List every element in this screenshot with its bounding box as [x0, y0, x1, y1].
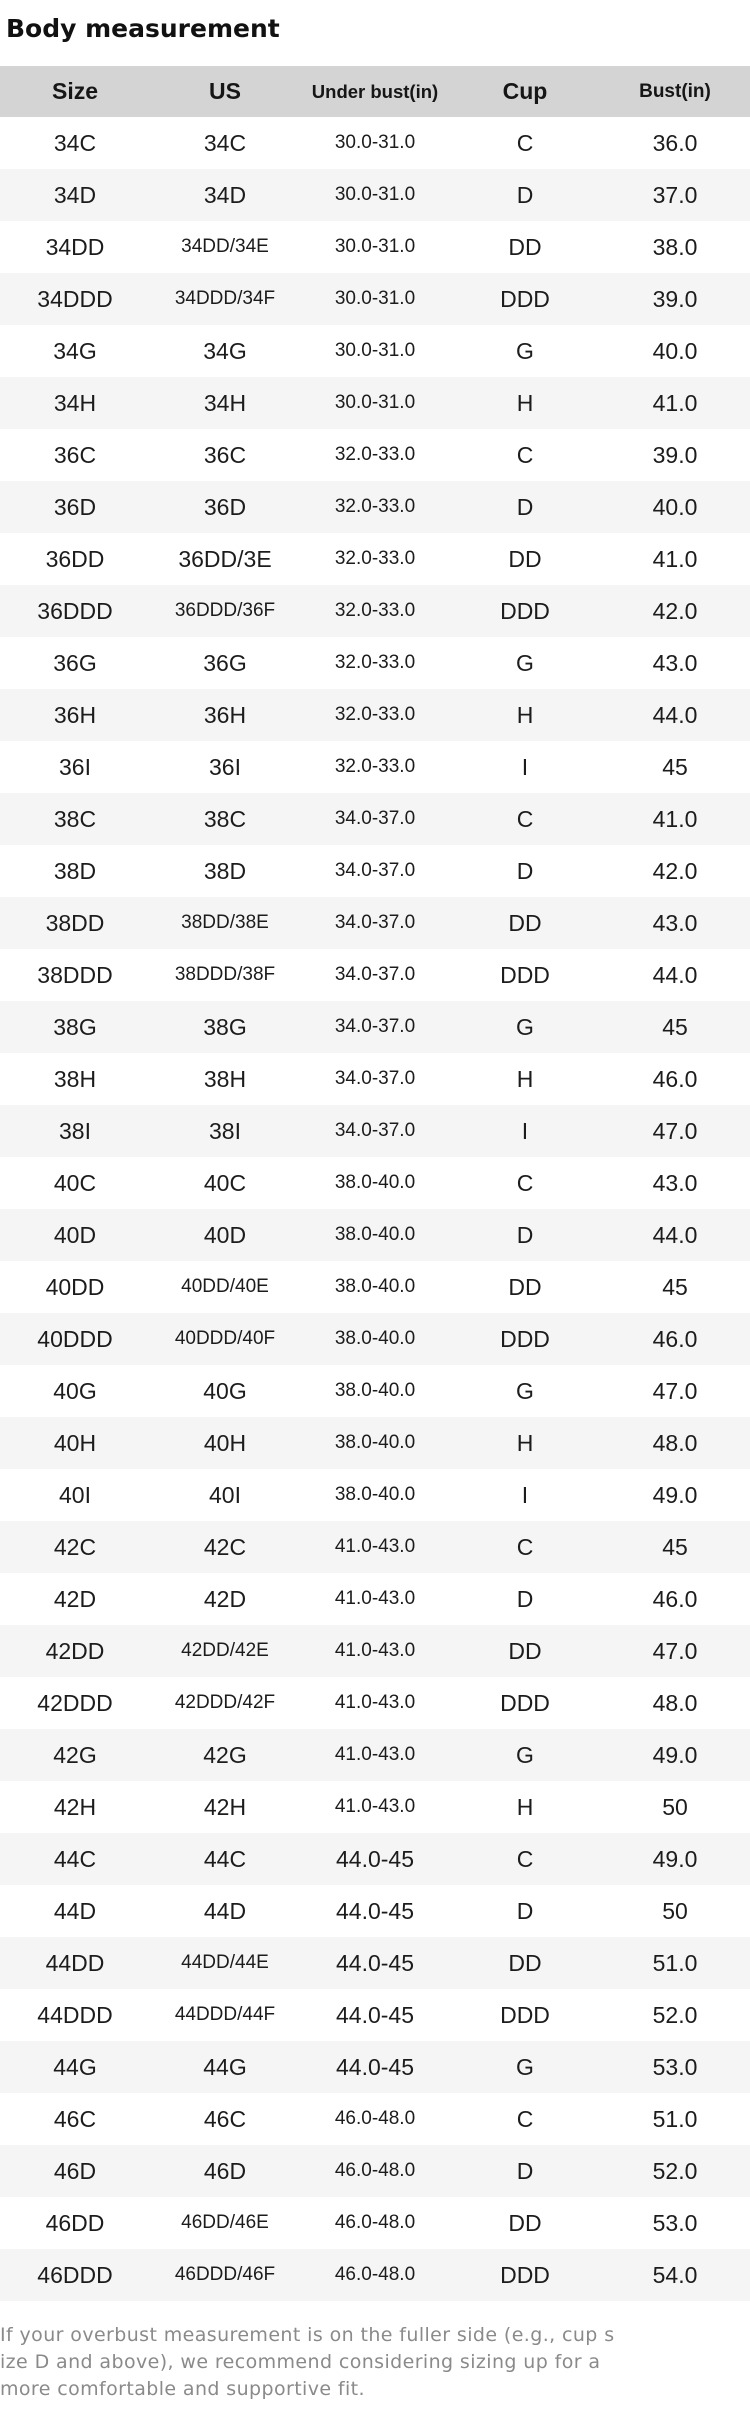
cell-cup: D [516, 1585, 534, 1612]
table-row [0, 221, 750, 273]
cell-size: 44D [53, 1897, 97, 1924]
cell-bust: 40.0 [600, 481, 750, 533]
cell-us: 38G [150, 1001, 300, 1053]
table-row [0, 1365, 750, 1417]
cell-bust: 46.0 [652, 1065, 698, 1092]
cell-under-bust: 30.0-31.0 [334, 340, 416, 361]
cell-cup: I [521, 753, 529, 780]
cell-under-bust: 41.0-43.0 [300, 1625, 450, 1677]
cell-cup: G [450, 1729, 600, 1781]
cell-cup: D [450, 2145, 600, 2197]
cell-size: 46DDD [0, 2249, 150, 2301]
cell-under-bust: 44.0-45 [300, 1833, 450, 1885]
cell-size: 46DD [45, 2209, 105, 2236]
cell-bust: 39.0 [600, 273, 750, 325]
cell-bust: 36.0 [652, 129, 698, 156]
cell-us: 42C [150, 1521, 300, 1573]
table-row [0, 2041, 750, 2093]
cell-cup: C [516, 129, 534, 156]
cell-size: 38C [0, 793, 150, 845]
cell-size: 34DD [45, 233, 105, 260]
table-row [0, 793, 750, 845]
cell-cup: G [450, 1001, 600, 1053]
cell-cup: G [516, 649, 534, 676]
cell-cup: C [450, 1521, 600, 1573]
cell-cup: DDD [450, 585, 600, 637]
cell-bust: 51.0 [600, 1937, 750, 1989]
cell-bust: 44.0 [600, 1209, 750, 1261]
cell-under-bust: 41.0-43.0 [334, 1796, 416, 1817]
cell-us: 46C [203, 2105, 247, 2132]
cell-cup: DD [508, 545, 542, 572]
cell-size: 44DDD [37, 2001, 113, 2028]
cell-cup: DDD [500, 961, 550, 988]
table-row [0, 1053, 750, 1105]
cell-size: 42C [0, 1521, 150, 1573]
cell-cup: DD [450, 897, 600, 949]
cell-bust: 40.0 [652, 337, 698, 364]
cell-bust: 43.0 [652, 649, 698, 676]
cell-under-bust: 32.0-33.0 [334, 548, 416, 569]
cell-size: 42D [53, 1585, 97, 1612]
cell-bust: 38.0 [652, 233, 698, 260]
cell-under-bust: 46.0-48.0 [334, 2212, 416, 2233]
cell-under-bust: 34.0-37.0 [300, 1001, 450, 1053]
cell-size: 40H [0, 1417, 150, 1469]
cell-us: 38C [150, 793, 300, 845]
size-table-body [0, 117, 750, 2301]
cell-under-bust: 46.0-48.0 [300, 2145, 450, 2197]
fit-note-line: ize D and above), we recommend considering sizing up for a [0, 2351, 601, 2373]
cell-under-bust: 34.0-37.0 [334, 964, 416, 985]
cell-cup: DD [508, 1273, 542, 1300]
cell-cup: DD [450, 1625, 600, 1677]
table-row [0, 1469, 750, 1521]
cell-cup: DDD [500, 2001, 550, 2028]
cell-size: 36DD [45, 545, 105, 572]
body-measurement-table [0, 66, 750, 2301]
cell-bust: 37.0 [600, 169, 750, 221]
cell-bust: 52.0 [600, 2145, 750, 2197]
cell-size: 38H [53, 1065, 97, 1092]
cell-bust: 53.0 [600, 2041, 750, 2093]
table-row [0, 169, 750, 221]
cell-us: 44D [203, 1897, 247, 1924]
cell-size: 36D [0, 481, 150, 533]
cell-bust: 49.0 [600, 1833, 750, 1885]
cell-us: 40D [150, 1209, 300, 1261]
cell-size: 40G [53, 1377, 97, 1404]
table-row [0, 1729, 750, 1781]
cell-cup: C [516, 2105, 534, 2132]
cell-cup: D [516, 857, 534, 884]
cell-bust: 45 [662, 1273, 688, 1300]
cell-us: 36DDD/36F [150, 585, 300, 637]
cell-under-bust: 38.0-40.0 [300, 1417, 450, 1469]
cell-cup: H [450, 377, 600, 429]
cell-bust: 43.0 [652, 1169, 698, 1196]
cell-cup: G [450, 2041, 600, 2093]
table-row [0, 1625, 750, 1677]
cell-size: 38I [0, 1105, 150, 1157]
cell-us: 38H [203, 1065, 247, 1092]
cell-us: 34DD/34E [181, 236, 269, 257]
cell-under-bust: 30.0-31.0 [300, 377, 450, 429]
cell-size: 44G [0, 2041, 150, 2093]
cell-under-bust: 30.0-31.0 [334, 236, 416, 257]
cell-cup: DD [450, 1937, 600, 1989]
cell-under-bust: 32.0-33.0 [334, 652, 416, 673]
cell-bust: 50 [662, 1793, 688, 1820]
table-row [0, 741, 750, 793]
cell-bust: 47.0 [600, 1625, 750, 1677]
cell-under-bust: 38.0-40.0 [334, 1484, 416, 1505]
cell-under-bust: 30.0-31.0 [334, 132, 416, 153]
cell-size: 38DD [0, 897, 150, 949]
cell-size: 40DD [45, 1273, 105, 1300]
cell-bust: 52.0 [652, 2001, 698, 2028]
cell-us: 44G [150, 2041, 300, 2093]
cell-us: 46DDD/46F [150, 2249, 300, 2301]
cell-bust: 54.0 [600, 2249, 750, 2301]
cell-size: 36H [0, 689, 150, 741]
cell-under-bust: 46.0-48.0 [334, 2108, 416, 2129]
cell-size: 36G [53, 649, 97, 676]
cell-cup: D [516, 1897, 534, 1924]
cell-bust: 41.0 [652, 545, 698, 572]
cell-bust: 39.0 [652, 441, 698, 468]
cell-size: 40DDD [0, 1313, 150, 1365]
cell-cup: G [516, 1377, 534, 1404]
fit-note-line: If your overbust measurement is on the fuller side (e.g., cup s [0, 2324, 615, 2346]
cell-us: 44DD/44E [150, 1937, 300, 1989]
cell-size: 42DD [0, 1625, 150, 1677]
cell-size: 44C [0, 1833, 150, 1885]
table-row [0, 1521, 750, 1573]
cell-bust: 50 [662, 1897, 688, 1924]
fit-note-line: more comfortable and supportive fit. [0, 2378, 365, 2400]
cell-bust: 45 [600, 1521, 750, 1573]
cell-cup: DD [508, 233, 542, 260]
table-header [0, 66, 750, 117]
cell-bust: 45 [600, 1001, 750, 1053]
cell-under-bust: 44.0-45 [335, 2001, 414, 2028]
cell-us: 36C [203, 441, 247, 468]
cell-us: 38D [203, 857, 247, 884]
table-row [0, 897, 750, 949]
table-row [0, 117, 750, 169]
table-row [0, 1833, 750, 1885]
cell-size: 46C [53, 2105, 97, 2132]
cell-cup: DDD [450, 273, 600, 325]
cell-size: 34D [0, 169, 150, 221]
cell-us: 38DDD/38F [174, 964, 276, 985]
cell-size: 34G [53, 337, 97, 364]
cell-size: 40D [0, 1209, 150, 1261]
cell-under-bust: 41.0-43.0 [334, 1692, 416, 1713]
cell-under-bust: 44.0-45 [300, 1937, 450, 1989]
cell-us: 36G [203, 649, 247, 676]
cell-cup: D [450, 481, 600, 533]
table-row [0, 845, 750, 897]
cell-bust: 53.0 [652, 2209, 698, 2236]
cell-us: 44C [150, 1833, 300, 1885]
cell-us: 44DDD/44F [174, 2004, 276, 2025]
table-row [0, 949, 750, 1001]
cell-under-bust: 46.0-48.0 [300, 2249, 450, 2301]
table-row [0, 689, 750, 741]
cell-us: 36I [209, 753, 241, 780]
cell-size: 42H [53, 1793, 97, 1820]
cell-cup: D [450, 169, 600, 221]
cell-cup: C [516, 441, 534, 468]
table-header-row [0, 66, 750, 117]
cell-cup: C [516, 1169, 534, 1196]
column-header-under-bust: Under bust(in) [300, 66, 450, 117]
cell-bust: 44.0 [600, 689, 750, 741]
cell-us: 46D [150, 2145, 300, 2197]
table-row [0, 585, 750, 637]
cell-bust: 42.0 [600, 585, 750, 637]
cell-us: 42DD/42E [150, 1625, 300, 1677]
cell-size: 46D [0, 2145, 150, 2197]
cell-under-bust: 32.0-33.0 [334, 756, 416, 777]
cell-us: 40C [203, 1169, 247, 1196]
cell-size: 34DDD [0, 273, 150, 325]
cell-us: 42G [150, 1729, 300, 1781]
cell-cup: H [516, 1793, 534, 1820]
cell-size: 38G [0, 1001, 150, 1053]
cell-size: 42DDD [37, 1689, 113, 1716]
page-title: Body measurement [6, 14, 280, 43]
cell-cup: DDD [450, 1313, 600, 1365]
cell-us: 38DD/38E [150, 897, 300, 949]
cell-cup: C [450, 793, 600, 845]
table-row [0, 1989, 750, 2041]
cell-under-bust: 32.0-33.0 [334, 444, 416, 465]
cell-size: 44DD [0, 1937, 150, 1989]
table-row [0, 2145, 750, 2197]
cell-us: 42D [203, 1585, 247, 1612]
table-row [0, 1105, 750, 1157]
column-header-size: Size [0, 66, 150, 117]
table-row [0, 1573, 750, 1625]
cell-under-bust: 38.0-40.0 [300, 1313, 450, 1365]
cell-us: 34D [150, 169, 300, 221]
table-row [0, 429, 750, 481]
cell-cup: I [521, 1481, 529, 1508]
cell-under-bust: 38.0-40.0 [334, 1276, 416, 1297]
cell-under-bust: 38.0-40.0 [334, 1172, 416, 1193]
cell-under-bust: 30.0-31.0 [300, 273, 450, 325]
cell-us: 40DDD/40F [150, 1313, 300, 1365]
cell-us: 34DDD/34F [150, 273, 300, 325]
table-row [0, 533, 750, 585]
cell-bust: 48.0 [652, 1689, 698, 1716]
table-row [0, 1417, 750, 1469]
cell-size: 42G [0, 1729, 150, 1781]
cell-us: 40H [150, 1417, 300, 1469]
cell-bust: 46.0 [652, 1585, 698, 1612]
cell-us: 36D [150, 481, 300, 533]
cell-size: 38DDD [37, 961, 113, 988]
table-row [0, 2249, 750, 2301]
cell-size: 34H [0, 377, 150, 429]
cell-size: 40I [59, 1481, 91, 1508]
cell-cup: C [450, 1833, 600, 1885]
cell-under-bust: 44.0-45 [300, 2041, 450, 2093]
cell-under-bust: 34.0-37.0 [334, 860, 416, 881]
table-row [0, 1313, 750, 1365]
cell-under-bust: 32.0-33.0 [300, 585, 450, 637]
cell-cup: H [450, 689, 600, 741]
cell-size: 36DDD [0, 585, 150, 637]
cell-bust: 51.0 [652, 2105, 698, 2132]
cell-size: 38D [53, 857, 97, 884]
cell-us: 34G [203, 337, 247, 364]
cell-cup: I [450, 1105, 600, 1157]
cell-under-bust: 44.0-45 [335, 1897, 414, 1924]
table-row [0, 1677, 750, 1729]
cell-us: 42H [203, 1793, 247, 1820]
table-row [0, 1885, 750, 1937]
cell-under-bust: 41.0-43.0 [300, 1521, 450, 1573]
table-row [0, 377, 750, 429]
cell-under-bust: 34.0-37.0 [334, 1068, 416, 1089]
cell-size: 40C [53, 1169, 97, 1196]
cell-bust: 42.0 [652, 857, 698, 884]
cell-cup: DDD [500, 1689, 550, 1716]
cell-us: 34H [150, 377, 300, 429]
table-row [0, 1261, 750, 1313]
cell-under-bust: 38.0-40.0 [334, 1380, 416, 1401]
cell-cup: H [450, 1417, 600, 1469]
cell-under-bust: 32.0-33.0 [300, 689, 450, 741]
cell-bust: 48.0 [600, 1417, 750, 1469]
table-row [0, 1937, 750, 1989]
cell-us: 40DD/40E [181, 1276, 269, 1297]
cell-bust: 49.0 [652, 1481, 698, 1508]
cell-under-bust: 41.0-43.0 [300, 1729, 450, 1781]
cell-cup: DDD [450, 2249, 600, 2301]
cell-bust: 43.0 [600, 897, 750, 949]
cell-under-bust: 38.0-40.0 [300, 1209, 450, 1261]
cell-bust: 49.0 [600, 1729, 750, 1781]
cell-us: 34C [203, 129, 247, 156]
cell-us: 42DDD/42F [174, 1692, 276, 1713]
table-row [0, 273, 750, 325]
cell-bust: 45 [662, 753, 688, 780]
table-row [0, 1001, 750, 1053]
table-row [0, 637, 750, 689]
table-row [0, 1781, 750, 1833]
cell-cup: DD [508, 2209, 542, 2236]
cell-under-bust: 34.0-37.0 [300, 897, 450, 949]
table-row [0, 2197, 750, 2249]
table-row [0, 325, 750, 377]
cell-under-bust: 34.0-37.0 [300, 793, 450, 845]
cell-size: 36C [53, 441, 97, 468]
column-header-bust: Bust(in) [600, 66, 750, 117]
cell-cup: D [450, 1209, 600, 1261]
column-header-cup: Cup [450, 66, 600, 117]
cell-bust: 46.0 [600, 1313, 750, 1365]
cell-bust: 41.0 [600, 377, 750, 429]
cell-size: 36I [59, 753, 91, 780]
column-header-us: US [150, 66, 300, 117]
table-row [0, 1157, 750, 1209]
cell-bust: 41.0 [600, 793, 750, 845]
cell-under-bust: 34.0-37.0 [300, 1105, 450, 1157]
cell-under-bust: 32.0-33.0 [300, 481, 450, 533]
cell-us: 36DD/3E [178, 545, 272, 572]
cell-under-bust: 41.0-43.0 [334, 1588, 416, 1609]
cell-us: 40I [209, 1481, 241, 1508]
cell-cup: G [516, 337, 534, 364]
cell-us: 38I [150, 1105, 300, 1157]
cell-size: 34C [53, 129, 97, 156]
table-row [0, 1209, 750, 1261]
cell-us: 46DD/46E [181, 2212, 269, 2233]
fit-note [0, 2322, 750, 2417]
cell-bust: 47.0 [600, 1105, 750, 1157]
cell-us: 40G [203, 1377, 247, 1404]
table-row [0, 481, 750, 533]
cell-bust: 47.0 [652, 1377, 698, 1404]
cell-cup: H [516, 1065, 534, 1092]
cell-bust: 44.0 [652, 961, 698, 988]
cell-us: 36H [150, 689, 300, 741]
table-row [0, 2093, 750, 2145]
cell-under-bust: 30.0-31.0 [300, 169, 450, 221]
